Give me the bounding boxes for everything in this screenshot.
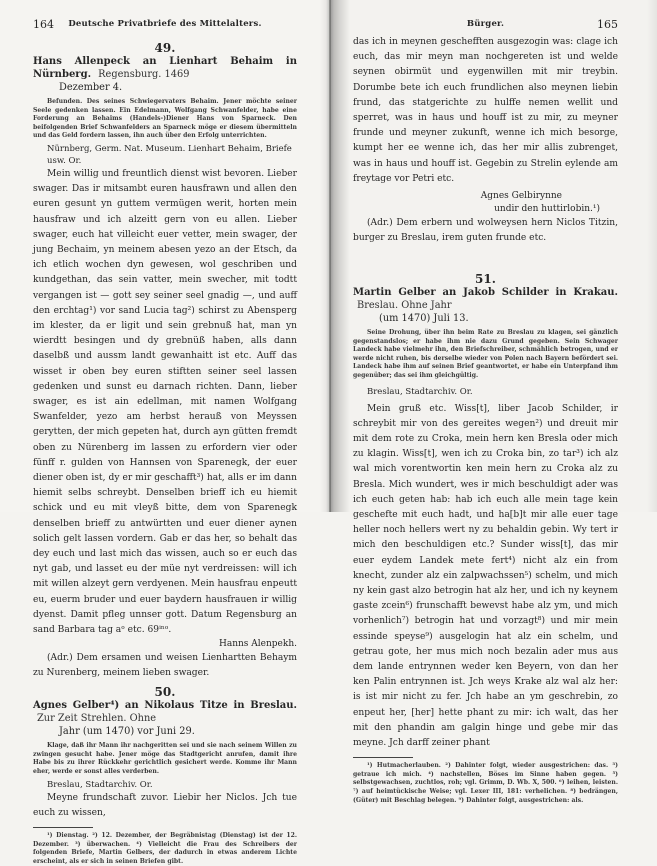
letter-50-heading bbox=[33, 699, 297, 738]
letter-49-signature: Hanns Alenpekh. bbox=[219, 639, 297, 650]
letter-50-heading-names: Agnes Gelber⁴) an Nikolaus Titze in Breslau. bbox=[33, 700, 297, 712]
letter-49-heading-date: Dezember 4. bbox=[59, 82, 123, 93]
letter-51-body bbox=[353, 402, 618, 752]
letter-49-heading bbox=[33, 55, 297, 94]
letter-51-summary: Seine Drohung, über ihn beim Rate zu Breslau zu klagen, sei gänzlich gegenstandslos; er habe ihm nie dazu Grund gegeben. Sein Schwager Landeck habe vielmehr ihn, den Briefschreiber, schmählich betrogen, und er werde nicht ruhen, bis derselbe wieder von Polen nach Bayern befördert sei. Landeck habe ihm auf seinen Brief geantwortet, er habe ein Unterpfand ihm gegenüber; das sei ihm gleichgültig. bbox=[353, 329, 618, 379]
left-page-content bbox=[33, 0, 297, 866]
letter-50-signature bbox=[353, 190, 618, 203]
letter-49-body-text: Mein willig und freuntlich dienst wist bevoren. Lieber swager. Das ir mitsambt euren hausfrawn und allen den euren gesunt yn guttem vermügen werit, horten mein hausfraw und ich alzeitt gern von eu allen. Lieber swager, euch hat villeicht euer vetter, mein swager, der jung Bechaim, yn meinem abesen yezo an der Etsch, da ich etlich wochen dyn gewesen, wol geschriben und kundgethan, das sein vatter, mein swecher, mit todtt vergangen ist — gott sey seiner seel gnadig —, und auff den erchtag¹) vor sand Lucia tag²) schirst zu Abensperg im klester, da er ligit und sein grebnuß hat, man yn wierdtt besingen und dy grebnüß haben, alls dann daselbß und aussm landt gewanhaitt ist etc. Auff das wisset ir oben bey euren stiftten seiner seel lassen gedenken und sunst eu darnach richten. Dann, lieber swager, es ist ain edellman, mit namen Wolfgang Swanfelder, yezo am herbst herauß von Meyssen gerytten, der mich gepeten hat, durch ayn gütten fremdt oben zu Nürenberg im lassen zu erfordern vier oder fünff r. gulden von Hannsen von Sparenegk, der euer diener oben ist, dy er mir geschafft³) hat, alls er im dann hiemit selbs schreybt. Denselben brieff ich eu hiemit schick und eu mit vleyß bitte, dem von Sparenegk denselben brieff zu antwürtten und euer diener aynen solich gelt lassen vordern. Gab er das her, so behalt das dey euch und last mich das wissen, auch so er euch das nyt gab, und lasset eu der müe nyt verdreissen: will ich mit willen alzeyt gern verdyenen. Mein hausfrau enpeutt eu, euerm bruder und euer baydern hausfrauen ir willig dyenst. Damit pfleg unnser gott. Datum Regensburg an sand Barbara tag aᵒ etc. 69ⁱⁿᵒ. bbox=[33, 168, 297, 636]
letter-50-body bbox=[33, 791, 297, 821]
letter-51-body-text: Mein gruß etc. Wiss[t], liber Jacob Schilder, ir schreybit mir von des gereites wegen²) und dreuit mir mit dem rote zu Croka, mein hern ken Bresla oder mich zu klagin. Wiss[t], wen ich zu Croka bin, zo tar³) ich alz wal mich vorentwortin ken mein hern zu Croka alz zu Bresla. Mich wundert, wes ir mich beschuldigt ader was ich euch geten hab: hab ich euch alle mein tage kein geschefte mit euch hadt, und ha[b]t mir alle euer tage heller noch hellers wert ny zu behaldin gebin. Wy tert ir mich den beschuldigen etc.? Sunder wiss[t], das mir euer eydem Landek mete fert⁴) nicht alz ein from knecht, zunder alz ein zalpwachssen⁵) schelm, und mich ny kein gast alzo betrogin hat alz her, und ich ny keynem gaste zcein⁶) frunschafft bewevst habe alz ym, und mich vorhenlich⁷) betrogin hat und vorzagt⁸) und mir mein essinde speyse⁹) ausgelogin hat alz ein schelm, und getrau gote, her mus mich noch bezalin ader mus aus dem lande entrynnen weder ken Beyern, von dan her ken Palin entrynnen ist. Jch weys Krake alz wal alz her: is ist mir nicht zu fer. Jch habe an ym geschrebin, zo enpeut her, [her] hette phant zu mir: ich walt, das her mit den phandin am galgin hinge und gebe mir das meyne. Jch darff zeiner phant bbox=[353, 403, 618, 749]
letter-49-address: (Adr.) Dem ersamen und weisen Lienhartten Behaym zu Nurenberg, meinem lieben swager. bbox=[33, 653, 297, 679]
letter-49-heading-place-date: Regensburg. 1469 bbox=[98, 69, 190, 80]
letter-50-number: 50. bbox=[154, 685, 176, 700]
letter-49-source: Nürnberg, Germ. Nat. Museum. Lienhart Behaim, Briefe usw. Or. bbox=[47, 143, 292, 166]
letter-50-address: (Adr.) Dem erbern und wolweysen hern Niclos Titzin, burger zu Breslau, irem guten frunde etc. bbox=[353, 218, 618, 244]
right-page-content bbox=[353, 0, 618, 805]
running-head-right bbox=[353, 19, 618, 33]
letter-49-body bbox=[33, 167, 297, 638]
running-head-title-right: Bürger. bbox=[466, 19, 505, 29]
letter-51-heading-place-date: Breslau. Ohne Jahr bbox=[357, 300, 452, 312]
page-edge-shadow bbox=[647, 0, 657, 512]
letter-50-summary: Klage, daß ihr Mann ihr nachgeritten sei und sie nach seinem Willen zu zwingen gesucht habe. Jener möge das Stadtgericht anrufen, damit ihre Habe bis zu ihrer Rückkehr gerichtlich gesichert werde. Komme ihr Mann eher, werde er sonst alles verderben. bbox=[33, 742, 297, 776]
book-gutter bbox=[320, 0, 350, 512]
footnote-rule-right bbox=[353, 757, 413, 758]
letter-49-heading-names: Hans Allenpeck an Lienhart Behaim in Nürnberg. bbox=[33, 56, 297, 80]
letter-49-number: 49. bbox=[154, 41, 176, 55]
page-number-right: 165 bbox=[597, 18, 618, 31]
letter-50-body-start: Meyne frundschaft zuvor. Liebir her Niclos. Jch tue euch zu wissen, bbox=[33, 792, 297, 818]
running-head-left bbox=[33, 19, 297, 33]
letter-50-signature-location: undir den huttirlobin.¹) bbox=[494, 204, 600, 215]
letter-49-summary: Befunden. Des seines Schwiegervaters Behaim. Jener möchte seiner Seele gedenken lassen. Ein Edelmann, Wolfgang Schwanfelder, habe eine Forderung an Behaims (Handels-)Diener Hans von Sparneck. Den beifolgenden Brief Schwanfelders an Sparneck möge er diesem übermitteln und das Geld fordern lassen, ihn auch über den Erfolg unterrichten. bbox=[33, 98, 297, 140]
letter-50-heading-date: Jahr (um 1470) vor Juni 29. bbox=[59, 726, 195, 738]
letter-51-heading-date: (um 1470) Juli 13. bbox=[379, 313, 469, 325]
letter-50-continued-text: das ich in meynen geschefften ausgezogin was: clage ich euch, das mir meyn man nochgereten ist und welde seynen obirmüt und eygenwillen mit mir treybin. Dorumbe bete ich euch frundlichen also meynen liebin frund, das statgerichte zu hulffe nemen wellit und sperret, was in haus und houff ist zu mir, zu meyner frunde und meyner zukunft, wenne ich mich besorge, kumpt her ee wenne ich, das her mir allis zubrenget, was in haus und houff ist. Gegebin zu Strelin eylende am freytage vor Petri etc. bbox=[353, 37, 618, 184]
letter-50-continued-body bbox=[353, 35, 618, 187]
right-page bbox=[330, 0, 657, 804]
letter-50-source: Breslau, Stadtarchiv. Or. bbox=[47, 779, 153, 790]
letter-51-heading-names: Martin Gelber an Jakob Schilder in Krakau. bbox=[353, 287, 618, 299]
footnote-rule-left bbox=[33, 827, 93, 828]
letter-50-signature-name: Agnes Gelbirynne bbox=[480, 191, 562, 202]
letter-51-heading bbox=[353, 286, 618, 325]
page-number-left: 164 bbox=[33, 18, 54, 31]
letter-51-source: Breslau, Stadtarchiv. Or. bbox=[367, 386, 473, 397]
letter-50-heading-place-date: Zur Zeit Strehlen. Ohne bbox=[37, 713, 157, 725]
footnotes-left: ¹) Dienstag. ²) 12. Dezember, der Begräbnistag (Dienstag) ist der 12. Dezember. ³) überwachen. ⁴) Vielleicht die Frau des Schreibers der folgenden Briefe, Martin Gelbers, der dadurch in etwas anderem Lichte erscheint, als er sich in seinen Briefen gibt. bbox=[33, 832, 297, 865]
letter-51-number: 51. bbox=[475, 272, 496, 287]
footnotes-right: ¹) Hutmacherlauben. ²) Dahinter folgt, wieder ausgestrichen: das. ³) getraue ich mich. ⁴) nachstellen, Böses im Sinne haben gegen. ⁵) selbstgewachsen, zuchtlos, roh; vgl. Grimm, D. Wb. X, 500. ⁶) leihen, leisten. ⁷) auf heimtückische Weise; vgl. Lexer III, 181: verhelichen. ⁸) bedrängen, (Güter) mit Beschlag belegen. ⁹) Dahinter folgt, ausgestrichen: als. bbox=[353, 762, 618, 804]
running-head-title-left: Deutsche Privatbriefe des Mittelalters. bbox=[68, 19, 262, 29]
letter-50-signature-place bbox=[353, 203, 618, 216]
